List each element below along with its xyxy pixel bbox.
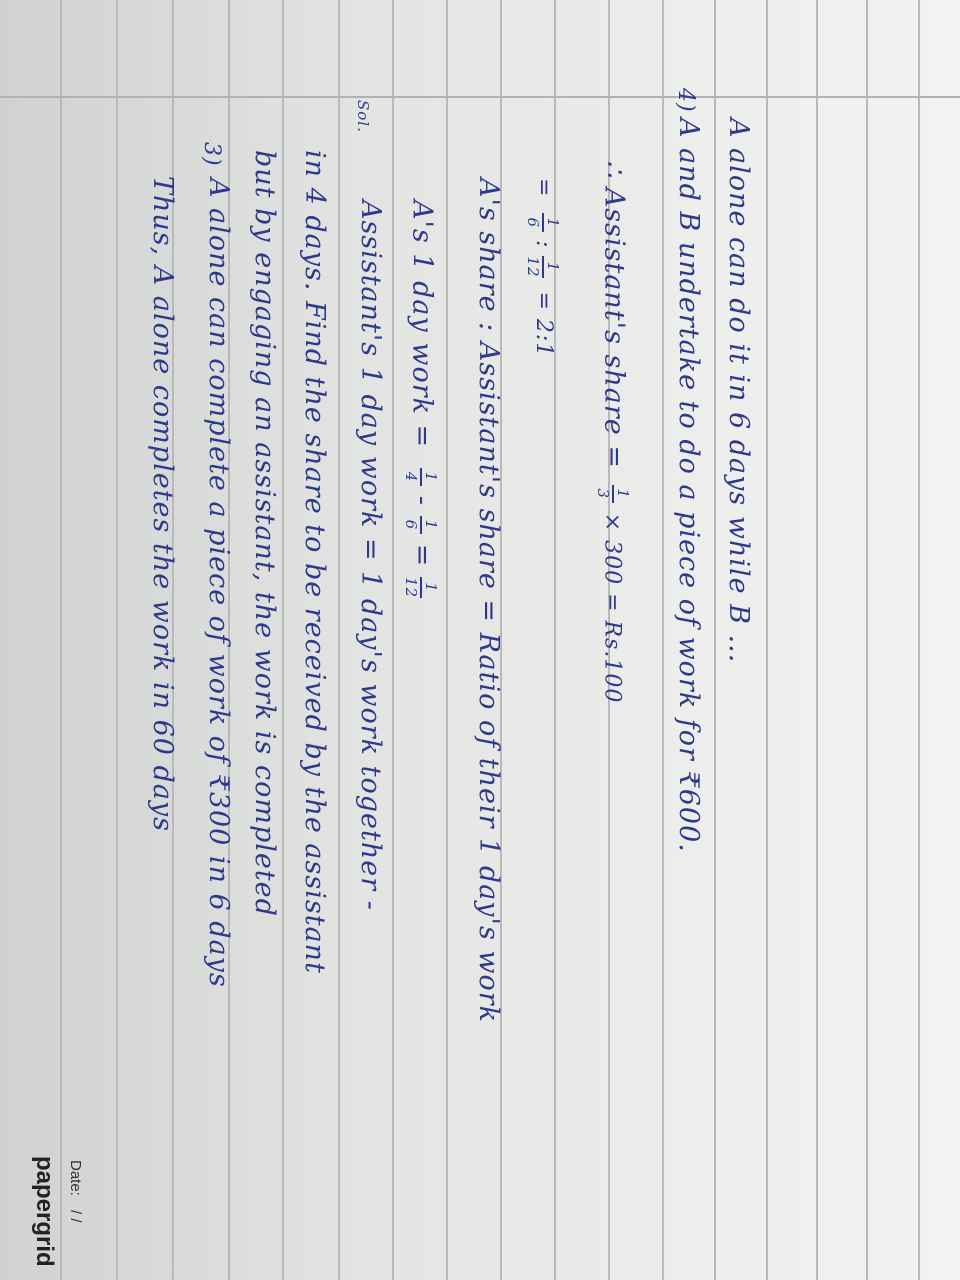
ruled-line bbox=[338, 0, 340, 1280]
ruled-line bbox=[60, 0, 62, 1280]
ruled-line bbox=[282, 0, 284, 1280]
fraction: 1 4 bbox=[402, 468, 440, 487]
sol-line-1: Assistant's 1 day work = 1 day's work together - bbox=[355, 200, 386, 911]
q4-number: 4) bbox=[673, 88, 698, 113]
q3-number: 3) bbox=[199, 142, 224, 167]
margin-line bbox=[0, 96, 960, 98]
ruled-line bbox=[918, 0, 920, 1280]
fraction: 1 3 bbox=[594, 485, 632, 504]
date-label: Date: / / bbox=[67, 1160, 84, 1223]
ruled-line bbox=[116, 0, 118, 1280]
ratio-line: = 1 6 : 1 12 = 2:1 bbox=[524, 178, 562, 358]
ruled-line bbox=[866, 0, 868, 1280]
sol-label: Sol. bbox=[354, 100, 372, 133]
ruled-line bbox=[714, 0, 716, 1280]
q4-line-1: A and B undertake to do a piece of work for ₹600. bbox=[673, 118, 704, 853]
q3-line-3: in 4 days. Find the share to be received by the assistant bbox=[299, 150, 330, 974]
q3-line-1: A alone can complete a piece of work of ₹300 in 6 days bbox=[203, 178, 234, 988]
fraction: 1 6 bbox=[402, 516, 440, 535]
brand-logo: papergrid bbox=[31, 1156, 58, 1267]
assistant-share-line: ∴ Assistant's share = 1 3 × 300 = Rs.100 bbox=[594, 160, 632, 704]
ruled-line bbox=[392, 0, 394, 1280]
ruled-line bbox=[662, 0, 664, 1280]
note-line-1: Thus, A alone completes the work in 60 days bbox=[147, 176, 178, 833]
fraction: 1 6 bbox=[524, 213, 562, 232]
fraction: 1 12 bbox=[524, 256, 562, 278]
fraction: 1 12 bbox=[402, 577, 440, 599]
ruled-line bbox=[446, 0, 448, 1280]
q3-line-2: but by engaging an assistant, the work is completed bbox=[249, 150, 280, 917]
sol-line-2: A's 1 day work = 1 4 - 1 6 = 1 12 bbox=[402, 200, 440, 599]
share-line: A's share : Assistant's share = Ratio of their 1 day's work bbox=[473, 178, 504, 1024]
q4-line-2: A alone can do it in 6 days while B ... bbox=[723, 118, 754, 664]
ruled-line bbox=[766, 0, 768, 1280]
ruled-line bbox=[816, 0, 818, 1280]
